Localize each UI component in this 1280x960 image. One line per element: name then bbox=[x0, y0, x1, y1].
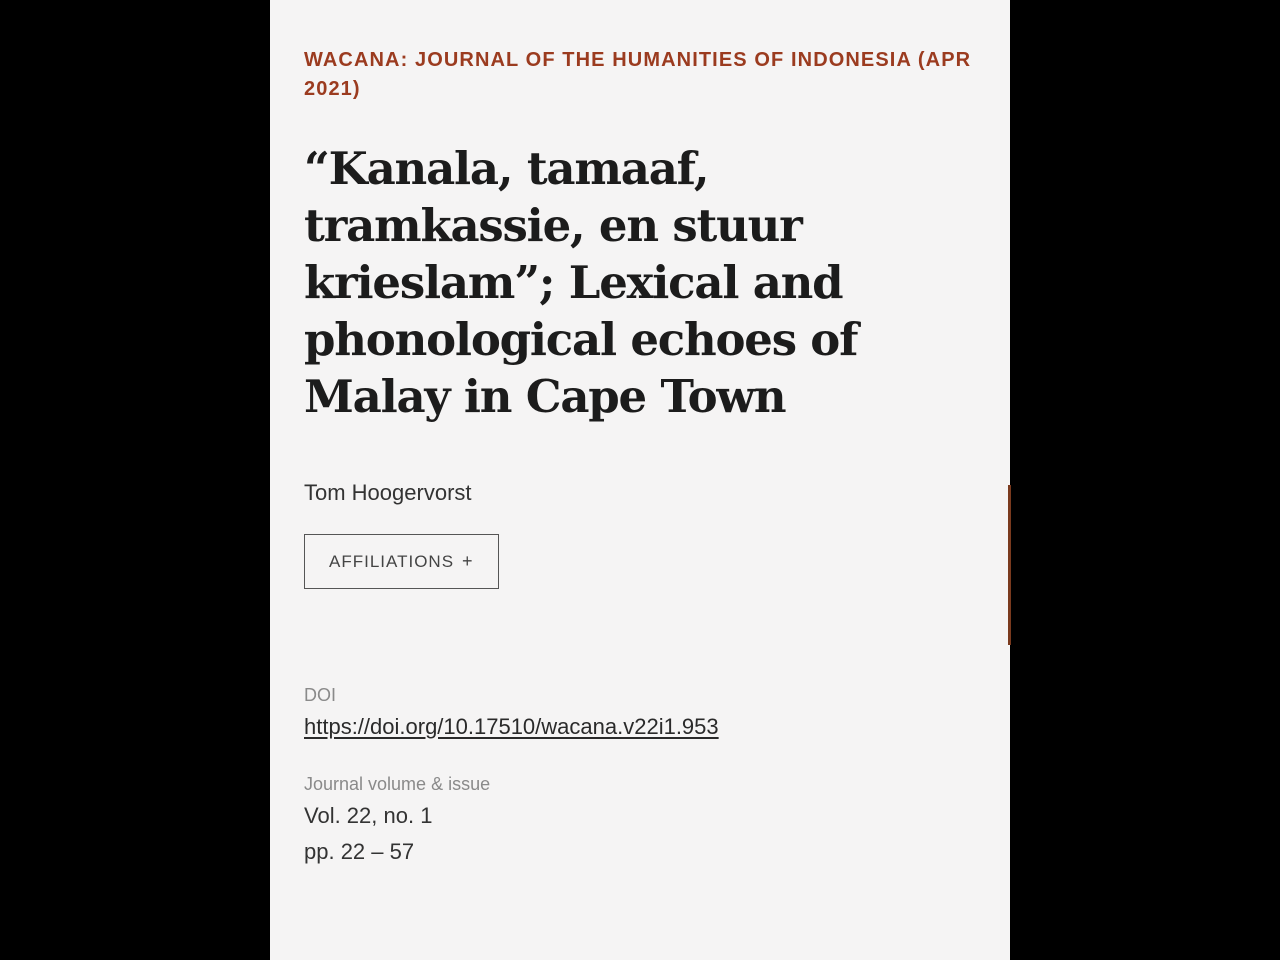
volume-number: Vol. 22, no. 1 bbox=[304, 803, 433, 828]
page-range: pp. 22 – 57 bbox=[304, 839, 415, 864]
plus-icon: + bbox=[462, 551, 474, 571]
affiliations-button[interactable] bbox=[304, 534, 499, 589]
article-title: “Kanala, tamaaf, tramkassie, en stuur krieslam”; Lexical and phonological echoes of Malay in Cape Town bbox=[304, 142, 858, 423]
article-panel bbox=[270, 0, 1010, 960]
affiliations-label: AFFILIATIONS bbox=[329, 551, 455, 571]
author-name: Tom Hoogervorst bbox=[304, 480, 472, 505]
doi-link[interactable]: https://doi.org/10.17510/wacana.v22i1.953 bbox=[304, 714, 719, 739]
journal-name: WACANA: JOURNAL OF THE HUMANITIES OF INDONESIA (APR 2021) bbox=[304, 49, 972, 100]
doi-label: DOI bbox=[304, 685, 337, 705]
scroll-indicator bbox=[1008, 485, 1011, 645]
issue-label: Journal volume & issue bbox=[304, 774, 491, 794]
